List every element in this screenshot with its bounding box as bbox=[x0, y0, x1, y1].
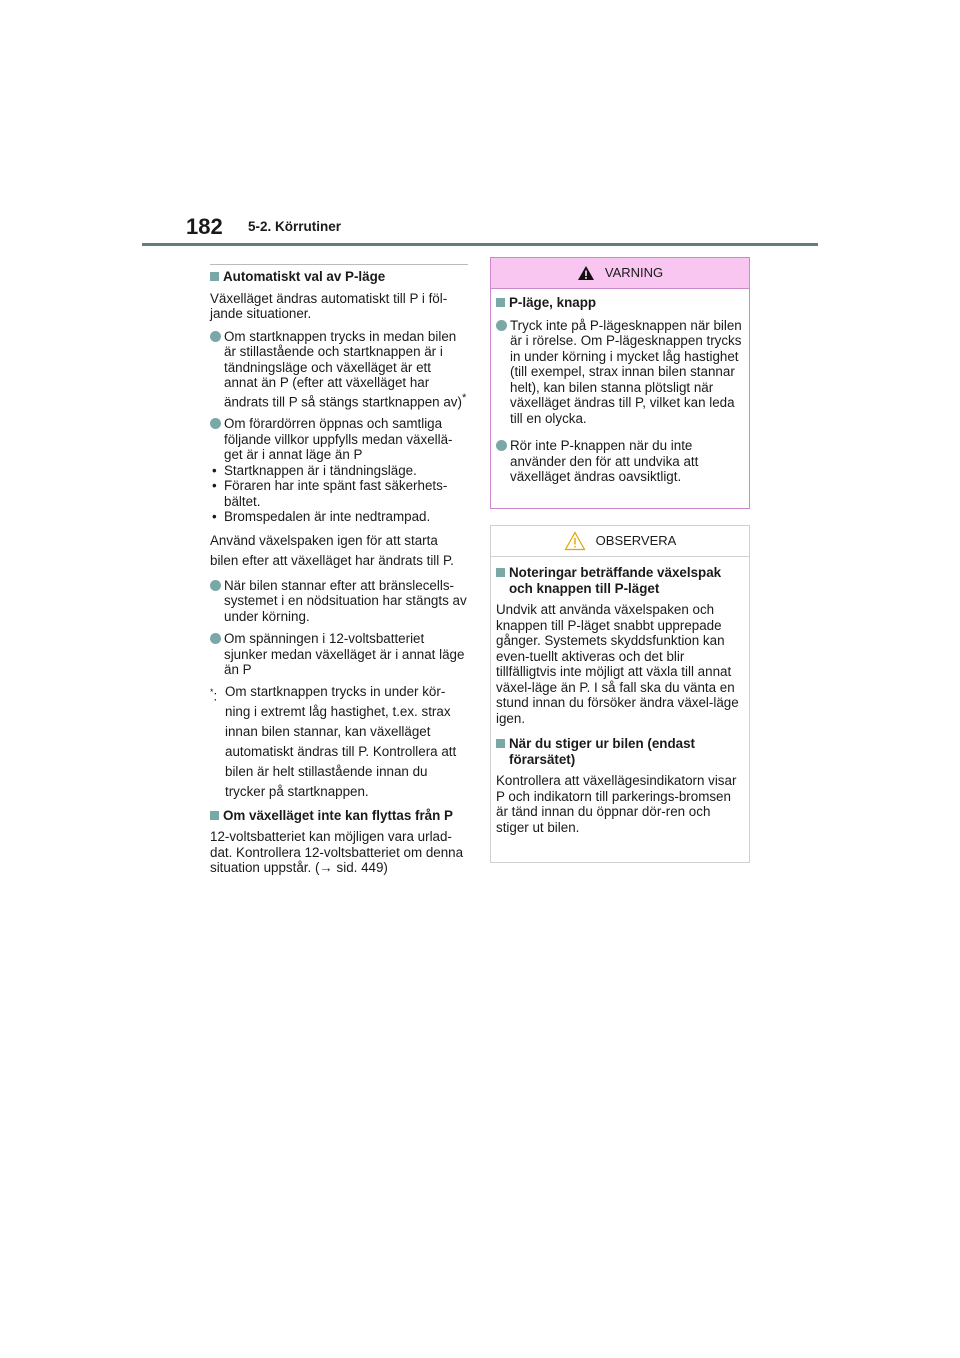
square-bullet-icon bbox=[210, 272, 219, 281]
circle-bullet-icon bbox=[210, 331, 221, 342]
circle-bullet-icon bbox=[210, 633, 221, 644]
list-item: Tryck inte på P-lägesknappen när bilen är i rörelse. Om P-lägesknappen trycks in under körning i mycket låg hastighet (till exempel, strax innan bilen stannar helt), kan bilen stanna plötsligt när växelläget ändras till P, vilket kan leda till en olycka. bbox=[496, 318, 744, 427]
battery-text: 12-voltsbatteriet kan möjligen vara urlad-dat. Kontrollera 12-voltsbatteriet om denna situation uppstår. (→ sid. 449) bbox=[210, 829, 464, 876]
footnote-mark: * bbox=[461, 391, 467, 404]
square-bullet-icon bbox=[496, 298, 505, 307]
notice-box bbox=[490, 525, 750, 863]
sub-item: • Startknappen är i tändningsläge. bbox=[212, 462, 417, 478]
notice-title: OBSERVERA bbox=[595, 533, 677, 549]
warning-header bbox=[491, 258, 749, 289]
heading-auto-p: Automatiskt val av P-läge bbox=[210, 269, 468, 285]
circle-bullet-icon bbox=[210, 418, 221, 429]
square-bullet-icon bbox=[496, 568, 505, 577]
square-bullet-icon bbox=[496, 739, 505, 748]
page-number: 182 bbox=[186, 214, 223, 239]
footnote: *: Om startknappen trycks in under kör-ning i extremt låg hastighet, t.ex. strax innan bilen stannar, kan växelläget automatiskt ändras till P. Kontrollera att bilen är helt stillastående innan du trycker på startknappen. bbox=[210, 683, 457, 799]
intro-text: Växelläget ändras automatiskt till P i föl-jande situationer. bbox=[210, 290, 448, 321]
left-column bbox=[210, 264, 468, 876]
square-bullet-icon bbox=[210, 811, 219, 820]
list-item: Om spänningen i 12-voltsbatteriet sjunker medan växelläget är i annat läge än P bbox=[210, 631, 468, 678]
list-item: Om startknappen trycks in medan bilen är stillastående och startknappen är i tändningsläge och växelläget är ett annat än P (efter att växelläget har ändrats till P så stängs startknappen av)* bbox=[210, 329, 468, 410]
list-item: När bilen stannar efter att bränslecells-systemet i en nödsituation har stängts av under körning. bbox=[210, 578, 468, 625]
circle-bullet-icon bbox=[210, 580, 221, 591]
notice-heading: Noteringar beträffande växelspak och knappen till P-läget bbox=[496, 565, 744, 596]
list-item: Rör inte P-knappen när du inte använder den för att undvika att växelläget ändras oavsiktligt. bbox=[496, 438, 744, 485]
circle-bullet-icon bbox=[496, 440, 507, 451]
arrow-icon: → bbox=[319, 860, 333, 876]
section-title: 5-2. Körrutiner bbox=[248, 219, 342, 234]
caution-triangle-icon bbox=[564, 531, 586, 551]
notice-header bbox=[491, 526, 749, 557]
notice-heading: När du stiger ur bilen (endast förarsätet) bbox=[496, 736, 744, 767]
notice-text: Kontrollera att växellägesindikatorn visar P och indikatorn till parkerings-bromsen är tänd innan du öppnar dör-ren och stiger ut bilen. bbox=[496, 773, 737, 835]
notice-text: Undvik att använda växelspaken och knappen till P-läget snabbt upprepade gånger. Systemets skyddsfunktion kan even-tuellt aktiveras och det blir tillfälligtvis inte möjligt att växla till annat växel-läge än P. I så fall ska du vänta en stund innan du försöker ändra växel-läge igen. bbox=[496, 602, 739, 726]
section-divider bbox=[210, 264, 468, 265]
circle-bullet-icon bbox=[496, 320, 507, 331]
warning-box bbox=[490, 257, 750, 509]
warning-heading: P-läge, knapp bbox=[496, 295, 744, 311]
header-rule bbox=[142, 243, 818, 246]
sub-item: • Bromspedalen är inte nedtrampad. bbox=[212, 509, 431, 525]
warning-title: VARNING bbox=[604, 265, 664, 281]
sub-item: • Föraren har inte spänt fast säkerhets-bältet. bbox=[212, 478, 448, 509]
warning-triangle-icon bbox=[577, 265, 595, 281]
list-item: Om förardörren öppnas och samtliga följande villkor uppfylls medan växellä-get är i annat läge än P bbox=[210, 416, 468, 463]
restart-text: Använd växelspaken igen för att starta bilen efter att växelläget har ändrats till P. bbox=[210, 532, 454, 568]
heading-cannot-move: Om växelläget inte kan flyttas från P bbox=[210, 808, 468, 824]
